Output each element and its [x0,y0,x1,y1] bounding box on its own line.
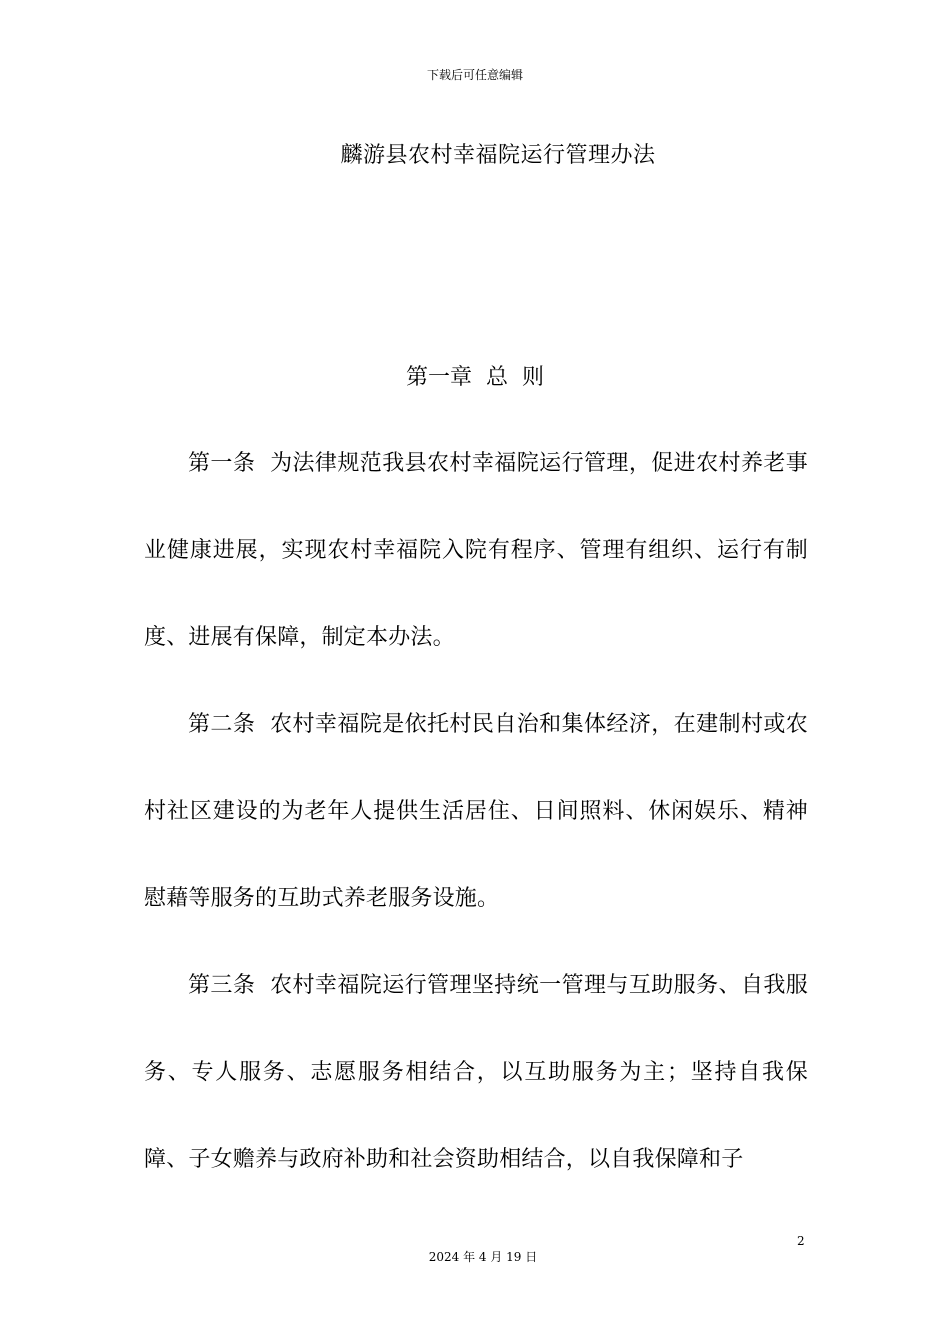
footer-date: 2024 年 4 月 19 日 [428,1250,538,1264]
article-3-paragraph: 第三条 农村幸福院运行管理坚持统一管理与互助服务、自我服务、专人服务、志愿服务相结合，以互助服务为主；坚持自我保障、子女赡养与政府补助和社会资助相结合，以自我保障和子 [144,973,808,1172]
chapter-title: 第一章 总 则 [406,365,544,390]
article-2-paragraph: 第二条 农村幸福院是依托村民自治和集体经济，在建制村或农村社区建设的为老年人提供生活居住、日间照料、休闲娱乐、精神慰藉等服务的互助式养老服务设施。 [144,712,808,911]
article-1-paragraph: 第一条 为法律规范我县农村幸福院运行管理，促进农村养老事业健康进展，实现农村幸福院入院有程序、管理有组织、运行有制度、进展有保障，制定本办法。 [144,451,808,650]
document-body [144,420,808,1203]
header-note: 下载后可任意编辑 [426,68,523,82]
document-title: 麟游县农村幸福院运行管理办法 [340,143,656,168]
page-number: 2 [797,1234,805,1248]
